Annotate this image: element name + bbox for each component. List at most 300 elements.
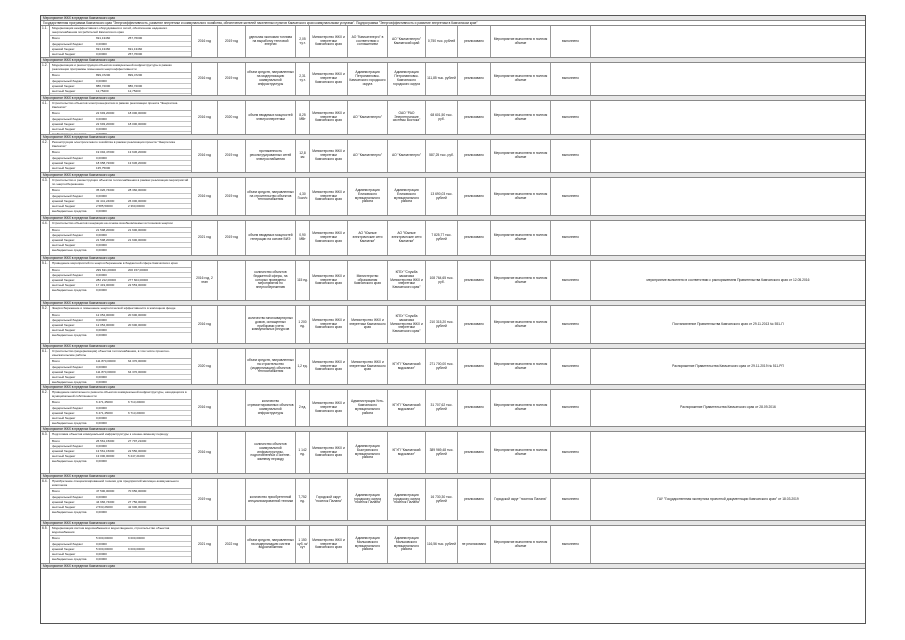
funding-fact: 42 900,00000 bbox=[128, 504, 147, 509]
funding-label: краевой бюджет bbox=[52, 323, 75, 328]
amount: 210 315,20 тыс. рублей bbox=[429, 319, 454, 328]
funding-plan: 0,00000 bbox=[96, 328, 107, 333]
funding-label: местный бюджет bbox=[52, 88, 76, 93]
funding-fact bbox=[128, 117, 160, 121]
end-year-cell bbox=[218, 526, 246, 563]
funding-label: местный бюджет bbox=[52, 165, 76, 170]
funding-fact: 13 636,20000 bbox=[128, 150, 147, 155]
result-description-cell bbox=[491, 178, 551, 215]
funding-fact: 21 600,00000 bbox=[128, 227, 147, 232]
task-title: Модернизация систем водоснабжения и водоотведения, строительство объектов водоснабжения bbox=[50, 526, 191, 536]
funding-plan: 0,00000 bbox=[96, 248, 107, 253]
task-title: Подготовка объектов коммунальной инфраструктуры к осенне-зимнему периоду bbox=[50, 432, 191, 439]
result-description: Городской округ "поселок Палана" bbox=[494, 496, 547, 501]
funding-plan: 6 471,45000 bbox=[96, 400, 113, 405]
task-row bbox=[41, 432, 865, 474]
completion-mark: выполнено bbox=[562, 153, 579, 158]
completion-mark-cell bbox=[551, 261, 591, 300]
funding-row bbox=[50, 557, 191, 561]
indicator-value-cell bbox=[296, 349, 310, 384]
start-year: 2021 год bbox=[197, 235, 212, 240]
indicator-value-cell bbox=[296, 261, 310, 300]
funding-plan: 19 094,47000 bbox=[96, 150, 115, 155]
amount-cell bbox=[426, 526, 458, 563]
task-grid bbox=[41, 526, 865, 563]
amount: 31 707,62 тыс. рублей bbox=[430, 403, 453, 411]
responsible-executor-cell bbox=[310, 306, 348, 343]
funding-row bbox=[50, 94, 191, 95]
completion-mark: выполнено bbox=[562, 449, 579, 454]
participant: ОАО "РАО Энергетические системы Востока" bbox=[392, 110, 421, 123]
task-row bbox=[41, 349, 865, 385]
funding-plan: 0,00000 bbox=[96, 364, 107, 369]
indicator: объем средств, направленных на строительство (модернизацию) объектов теплоснабжения bbox=[247, 357, 294, 374]
indicator-value-cell bbox=[296, 432, 310, 473]
funding-plan: 691,13460 bbox=[96, 46, 111, 51]
funding-label: Всего bbox=[52, 267, 60, 272]
start-year: 2016 год bbox=[197, 193, 212, 198]
responsible-executor-cell bbox=[310, 140, 348, 172]
task-row bbox=[41, 261, 865, 301]
amount-cell bbox=[426, 101, 458, 134]
task-row bbox=[41, 526, 865, 564]
funding-plan: 0,00000 bbox=[96, 317, 107, 322]
end-year-cell bbox=[218, 306, 246, 343]
funding-fact: 9 000,00000 bbox=[128, 536, 145, 541]
status: не реализовано bbox=[461, 541, 487, 546]
end-year-cell bbox=[218, 390, 246, 426]
section-band: Мероприятие ЖКХ в пределах Камчатского края bbox=[41, 173, 865, 178]
note-cell bbox=[591, 479, 865, 520]
funding-label: внебюджетные средства bbox=[52, 459, 87, 464]
task-grid bbox=[41, 479, 865, 520]
start-year-cell bbox=[192, 479, 218, 520]
funding-fact bbox=[128, 243, 160, 247]
funding-plan: 5 000,00000 bbox=[96, 546, 113, 551]
responsible-executor: Городской округ "поселок Палана" bbox=[314, 494, 343, 503]
completion-mark-cell bbox=[551, 526, 591, 563]
funding-row bbox=[50, 510, 191, 514]
amount: 111,85 тыс. рублей bbox=[427, 76, 456, 81]
task-funding-block bbox=[50, 349, 192, 384]
amount-cell bbox=[426, 26, 458, 57]
indicator-value: 1 150 куб. м/сут bbox=[297, 537, 308, 550]
funding-label: федеральный бюджет bbox=[52, 405, 84, 410]
funding-plan: 32 441,24000 bbox=[96, 198, 115, 203]
start-year-cell bbox=[192, 101, 218, 134]
funding-label: федеральный бюджет bbox=[52, 116, 84, 121]
funding-plan: 6 471,45000 bbox=[96, 410, 113, 415]
completion-mark-cell bbox=[551, 178, 591, 215]
funding-fact: 257,76000 bbox=[128, 36, 143, 41]
funding-fact: 21 600,00000 bbox=[128, 238, 147, 243]
start-year-cell bbox=[192, 432, 218, 473]
indicator-value-cell bbox=[296, 479, 310, 520]
funding-label: федеральный бюджет bbox=[52, 232, 84, 237]
task-funding-block bbox=[50, 26, 192, 57]
funding-plan: 44 966,74000 bbox=[96, 499, 115, 504]
funding-label: внебюджетные средства bbox=[52, 209, 87, 214]
note-cell bbox=[591, 221, 865, 255]
result-description-cell bbox=[491, 432, 551, 473]
end-year-cell bbox=[218, 479, 246, 520]
indicator: количество объектов бюджетной сферы, на которых проведены мероприятия по энергосбережению bbox=[253, 269, 288, 290]
participant-cell bbox=[388, 479, 426, 520]
participant-cell bbox=[388, 390, 426, 426]
indicator-value-cell bbox=[296, 101, 310, 134]
note-cell bbox=[591, 306, 865, 343]
task-number: 5.1. bbox=[41, 261, 50, 300]
funding-label: внебюджетные средства bbox=[52, 248, 87, 253]
completion-mark-cell bbox=[551, 479, 591, 520]
status-cell bbox=[458, 479, 491, 520]
funding-label: местный бюджет bbox=[52, 454, 76, 459]
task-funding-block bbox=[50, 178, 192, 215]
funding-fact: 13 636,20000 bbox=[128, 160, 147, 165]
responsible-executor: Министерство ЖКХ и энергетики Камчатского края bbox=[312, 445, 345, 458]
start-year: 2016 год bbox=[197, 153, 212, 158]
co-executor: Министерство ЖКХ и энергетики Камчатского края bbox=[349, 359, 386, 372]
participant-cell bbox=[388, 221, 426, 255]
funding-fact bbox=[128, 416, 160, 420]
amount: 7 825,77 тыс. рублей bbox=[431, 233, 452, 241]
participant: КГБУ "Служба заказчика Министерства ЖКХ и энергетики Камчатского края" bbox=[390, 269, 423, 290]
funding-fact bbox=[128, 273, 160, 277]
indicator-value-cell bbox=[296, 221, 310, 255]
responsible-executor-cell bbox=[310, 261, 348, 300]
participant: АО "Южные электрические сети Камчатки" bbox=[391, 231, 422, 243]
funding-label: внебюджетные средства bbox=[52, 557, 87, 562]
task-grid bbox=[41, 390, 865, 426]
indicator-cell bbox=[246, 101, 296, 134]
indicator-value: 12,8 км bbox=[299, 151, 306, 159]
funding-label: местный бюджет bbox=[52, 51, 76, 56]
co-executor-cell bbox=[348, 221, 388, 255]
funding-label: внебюджетные средства bbox=[52, 380, 87, 384]
co-executor-cell bbox=[348, 26, 388, 57]
funding-plan: 0,00000 bbox=[96, 494, 107, 499]
funding-fact bbox=[128, 444, 160, 448]
start-year-cell bbox=[192, 140, 218, 172]
funding-plan: 111 870,00000 bbox=[96, 369, 116, 374]
funding-plan bbox=[96, 132, 128, 134]
indicator-value: 0,90 МВт bbox=[299, 233, 306, 241]
funding-fact bbox=[128, 459, 160, 463]
responsible-executor: Министерство ЖКХ и энергетики Камчатского края bbox=[312, 72, 345, 84]
indicator: объем средств, направленных на модернизацию систем водоснабжения bbox=[247, 537, 294, 550]
completion-mark-cell bbox=[551, 306, 591, 343]
funding-fact: 257,76000 bbox=[128, 51, 143, 56]
co-executor-cell bbox=[348, 63, 388, 95]
task-title: Реконструкция электросетевого хозяйства в рамках реализации проекта "Энергетика Камчатки" bbox=[50, 140, 191, 150]
funding-fact: 2 360,00000 bbox=[128, 203, 145, 208]
indicator-value: 2 ед. bbox=[298, 405, 307, 410]
indicator-cell bbox=[246, 221, 296, 255]
end-year-cell bbox=[218, 221, 246, 255]
responsible-executor-cell bbox=[310, 63, 348, 95]
participant-cell bbox=[388, 178, 426, 215]
start-year: 2016 год bbox=[197, 76, 212, 81]
task-title: Энергосбережение и повышение энергетической эффективности в жилищном фонде bbox=[50, 306, 191, 313]
completion-mark: выполнено bbox=[562, 496, 579, 501]
amount: 16 730,30 тыс. рублей bbox=[430, 494, 453, 503]
note-cell bbox=[591, 63, 865, 95]
task-funding-block bbox=[50, 261, 192, 300]
indicator-value-cell bbox=[296, 526, 310, 563]
co-executor: Администрация Елизовского муниципального района bbox=[354, 187, 381, 204]
start-year: 2019 год bbox=[197, 496, 212, 501]
task-number: 6.1. bbox=[41, 349, 50, 384]
funding-plan: 0,00000 bbox=[96, 272, 107, 277]
indicator-value-cell bbox=[296, 140, 310, 172]
funding-label: местный бюджет bbox=[52, 283, 76, 288]
funding-label: краевой бюджет bbox=[52, 410, 75, 415]
task-grid bbox=[41, 349, 865, 384]
funding-label: Всего bbox=[52, 111, 60, 116]
completion-mark: выполнено bbox=[562, 76, 579, 81]
task-grid bbox=[41, 221, 865, 255]
funding-label: внебюджетные средства bbox=[52, 510, 87, 515]
indicator-cell bbox=[246, 306, 296, 343]
funding-row bbox=[50, 333, 191, 337]
indicator-value-cell bbox=[296, 306, 310, 343]
indicator-value: 8,25 МВт bbox=[299, 112, 306, 121]
participant: КГУП "Камчатский водоканал" bbox=[392, 447, 421, 456]
end-year-cell bbox=[218, 140, 246, 172]
task-row bbox=[41, 221, 865, 256]
funding-fact: 691,13460 bbox=[128, 46, 143, 51]
completion-mark: выполнено bbox=[562, 38, 579, 43]
task-number: 1.1. bbox=[41, 26, 50, 57]
start-year: 2016 год bbox=[197, 321, 212, 326]
task-title: Проведение капитального ремонта объектов коммунальной инфраструктуры, находящихся в муниципальной собственности bbox=[50, 390, 191, 400]
amount-cell bbox=[426, 63, 458, 95]
start-year: 2016 год bbox=[197, 114, 212, 119]
status: реализовано bbox=[464, 38, 484, 43]
funding-fact: 6 713,20000 bbox=[128, 400, 145, 405]
funding-plan: 22 693,20000 bbox=[96, 121, 115, 126]
section-band: Государственная программа Камчатского края "Энергоэффективность, развитие энергетики и коммунального хозяйства, обеспечение жителей населенных пунктов Камчатского края коммунальными услугами". Подпрограмма "Энергоэффективность и развитие энергетики в Камчатском крае" bbox=[41, 21, 865, 26]
start-year-cell bbox=[192, 349, 218, 384]
funding-fact: 12,75200 bbox=[128, 88, 141, 93]
indicator-value-cell bbox=[296, 178, 310, 215]
funding-fact bbox=[128, 166, 160, 170]
amount: 587,25 тыс. руб. bbox=[429, 153, 454, 158]
note-cell bbox=[591, 432, 865, 473]
participant: АО "Камчатэнерго" Камчатский край bbox=[391, 36, 422, 45]
indicator-cell bbox=[246, 26, 296, 57]
funding-fact bbox=[128, 94, 160, 95]
funding-label: федеральный бюджет bbox=[52, 78, 84, 83]
start-year-cell bbox=[192, 63, 218, 95]
task-funding-block bbox=[50, 221, 192, 255]
task-number: 6.2. bbox=[41, 390, 50, 426]
funding-fact bbox=[128, 156, 160, 160]
task-row bbox=[41, 26, 865, 58]
funding-plan: 0,00000 bbox=[96, 557, 107, 562]
note: Распоряжение Правительства Камчатского края от 29.11.2019 № 511-РП bbox=[672, 363, 784, 368]
start-year-cell bbox=[192, 26, 218, 57]
funding-label: краевой бюджет bbox=[52, 499, 75, 504]
task-row bbox=[41, 390, 865, 427]
result-description: Мероприятие выполнено в полном объеме bbox=[493, 319, 548, 328]
funding-label: Всего bbox=[52, 359, 60, 364]
note-cell bbox=[591, 101, 865, 134]
funding-label: федеральный бюджет bbox=[52, 193, 84, 198]
indicator: количество приобретенной специализированной техники bbox=[247, 494, 294, 503]
funding-plan: 22 693,20000 bbox=[96, 111, 115, 116]
funding-plan: 0,00000 bbox=[96, 209, 107, 214]
funding-label: Всего bbox=[52, 150, 60, 155]
result-description-cell bbox=[491, 306, 551, 343]
funding-fact: 899,47200 bbox=[128, 73, 143, 78]
responsible-executor: Министерство ЖКХ и энергетики Камчатского края bbox=[312, 110, 345, 123]
funding-plan: 12 054,00000 bbox=[96, 323, 115, 328]
funding-label: федеральный бюджет bbox=[52, 364, 84, 369]
funding-plan: 0,00000 bbox=[96, 541, 107, 546]
indicator-value: 2,05 т.у.т. bbox=[299, 36, 306, 45]
participant: КГУП "Камчатский водоканал" bbox=[392, 403, 421, 411]
task-row bbox=[41, 306, 865, 344]
funding-fact: 64 370,00000 bbox=[128, 369, 147, 374]
funding-plan: 12,75200 bbox=[96, 88, 109, 93]
funding-plan: 5 000,00000 bbox=[96, 536, 113, 541]
funding-label: краевой бюджет bbox=[52, 278, 75, 283]
funding-label: федеральный бюджет bbox=[52, 494, 84, 499]
co-executor: Министерство ЖКХ и энергетики Камчатского края bbox=[349, 317, 386, 330]
indicator-cell bbox=[246, 261, 296, 300]
end-year-cell bbox=[218, 101, 246, 134]
indicator-cell bbox=[246, 390, 296, 426]
start-year-cell bbox=[192, 261, 218, 300]
status: реализовано bbox=[464, 76, 484, 81]
indicator-cell bbox=[246, 526, 296, 563]
start-year: 2016 год bbox=[197, 449, 212, 454]
funding-label: Всего bbox=[52, 312, 60, 317]
start-year-cell bbox=[192, 306, 218, 343]
funding-plan: 0,00000 bbox=[96, 116, 107, 121]
funding-plan: 21 598,20000 bbox=[96, 227, 115, 232]
funding-plan: 899,47200 bbox=[96, 73, 111, 78]
co-executor-cell bbox=[348, 479, 388, 520]
funding-label: федеральный бюджет bbox=[52, 41, 84, 46]
indicator-cell bbox=[246, 178, 296, 215]
funding-label: внебюджетные средства bbox=[52, 288, 87, 293]
completion-mark-cell bbox=[551, 432, 591, 473]
responsible-executor: Министерство ЖКХ и энергетики Камчатского края bbox=[312, 189, 345, 202]
section-band: Мероприятие ЖКХ в пределах Камчатского края bbox=[41, 96, 865, 101]
funding-plan: 26 561,15000 bbox=[96, 438, 115, 443]
task-number: 6.4. bbox=[41, 479, 50, 520]
indicator-value: 115 ед. bbox=[297, 277, 308, 282]
result-description-cell bbox=[491, 140, 551, 172]
funding-plan: 0,00000 bbox=[96, 459, 107, 464]
status: реализовано bbox=[464, 277, 484, 282]
indicator-cell bbox=[246, 140, 296, 172]
completion-mark: выполнено bbox=[562, 114, 579, 119]
co-executor-cell bbox=[348, 261, 388, 300]
funding-plan: 0,00000 bbox=[96, 443, 107, 448]
completion-mark-cell bbox=[551, 349, 591, 384]
funding-label: Всего bbox=[52, 438, 60, 443]
funding-label: федеральный бюджет bbox=[52, 443, 84, 448]
funding-plan: 0,00000 bbox=[96, 374, 107, 379]
indicator-value: 1 200 ед. bbox=[298, 319, 307, 328]
responsible-executor: Министерство ЖКХ и энергетики Камчатского края bbox=[312, 273, 345, 286]
funding-label: внебюджетные средства bbox=[52, 333, 87, 338]
funding-label bbox=[50, 171, 96, 172]
funding-label: Всего bbox=[52, 73, 60, 78]
result-description: Мероприятие выполнено в полном объеме bbox=[493, 403, 548, 411]
start-year: 2021 год bbox=[197, 541, 212, 546]
end-year: 2022 год bbox=[224, 541, 239, 546]
completion-mark: выполнено bbox=[562, 363, 579, 368]
status-cell bbox=[458, 526, 491, 563]
amount-cell bbox=[426, 221, 458, 255]
task-title: Строительство объектов электроэнергетики в рамках реализации проекта "Энергетика Камчатки" bbox=[50, 101, 191, 111]
task-grid bbox=[41, 26, 865, 57]
funding-fact bbox=[128, 248, 160, 252]
participant: Администрация Елизовского муниципального района bbox=[393, 187, 420, 204]
funding-fact bbox=[128, 132, 160, 134]
status-cell bbox=[458, 140, 491, 172]
funding-fact: 22 550,00000 bbox=[128, 449, 147, 454]
funding-row bbox=[50, 380, 191, 384]
end-year: 2019 год bbox=[224, 153, 239, 158]
indicator: количество объектов коммунальной инфраструктуры, подготовленных к осенне-зимнему периоду bbox=[250, 441, 291, 462]
funding-fact bbox=[128, 552, 160, 556]
funding-label: федеральный бюджет bbox=[52, 155, 84, 160]
task-grid bbox=[41, 432, 865, 473]
participant-cell bbox=[388, 101, 426, 134]
funding-label: местный бюджет bbox=[52, 551, 76, 556]
task-title: Строительство (модернизация) объектов теплоснабжения, в том числе проектно-изыскательские работы bbox=[50, 349, 191, 359]
funding-fact: 22 553,00000 bbox=[128, 283, 147, 288]
responsible-executor-cell bbox=[310, 349, 348, 384]
funding-plan: 0,00000 bbox=[96, 510, 107, 515]
co-executor: Администрация Усть-Камчатского муниципального района bbox=[351, 399, 384, 415]
co-executor: АО "Камчатэнерго" bbox=[352, 153, 383, 158]
start-year: 2016 год bbox=[197, 405, 212, 410]
funding-label: местный бюджет bbox=[52, 203, 76, 208]
report-table bbox=[40, 15, 866, 624]
funding-plan: 0,00000 bbox=[96, 193, 107, 198]
funding-row bbox=[50, 421, 191, 425]
funding-fact: 5 247,21000 bbox=[128, 454, 145, 459]
end-year: 2019 год bbox=[224, 193, 239, 198]
section-band: Мероприятие ЖКХ в пределах Камчатского края bbox=[41, 135, 865, 140]
indicator: объем вводимых мощностей генерации на основе ВИЭ bbox=[248, 233, 293, 241]
funding-fact: 200 157,00000 bbox=[128, 267, 149, 272]
result-description-cell bbox=[491, 390, 551, 426]
funding-fact: 277 604,00000 bbox=[128, 278, 149, 283]
status: реализовано bbox=[464, 114, 484, 119]
result-description-cell bbox=[491, 101, 551, 134]
funding-label: федеральный бюджет bbox=[52, 272, 84, 277]
task-row bbox=[41, 479, 865, 521]
funding-label bbox=[50, 132, 96, 134]
amount-cell bbox=[426, 140, 458, 172]
funding-fact: 28 360,00000 bbox=[128, 188, 147, 193]
funding-label: краевой бюджет bbox=[52, 449, 75, 454]
amount-cell bbox=[426, 306, 458, 343]
amount: 271 700,00 тыс. рублей bbox=[429, 361, 454, 370]
funding-plan: 111 870,00000 bbox=[96, 359, 116, 364]
task-funding-block bbox=[50, 306, 192, 343]
funding-fact: 20 600,00000 bbox=[128, 323, 147, 328]
funding-plan: 0,00000 bbox=[96, 78, 107, 83]
indicator-value-cell bbox=[296, 63, 310, 95]
